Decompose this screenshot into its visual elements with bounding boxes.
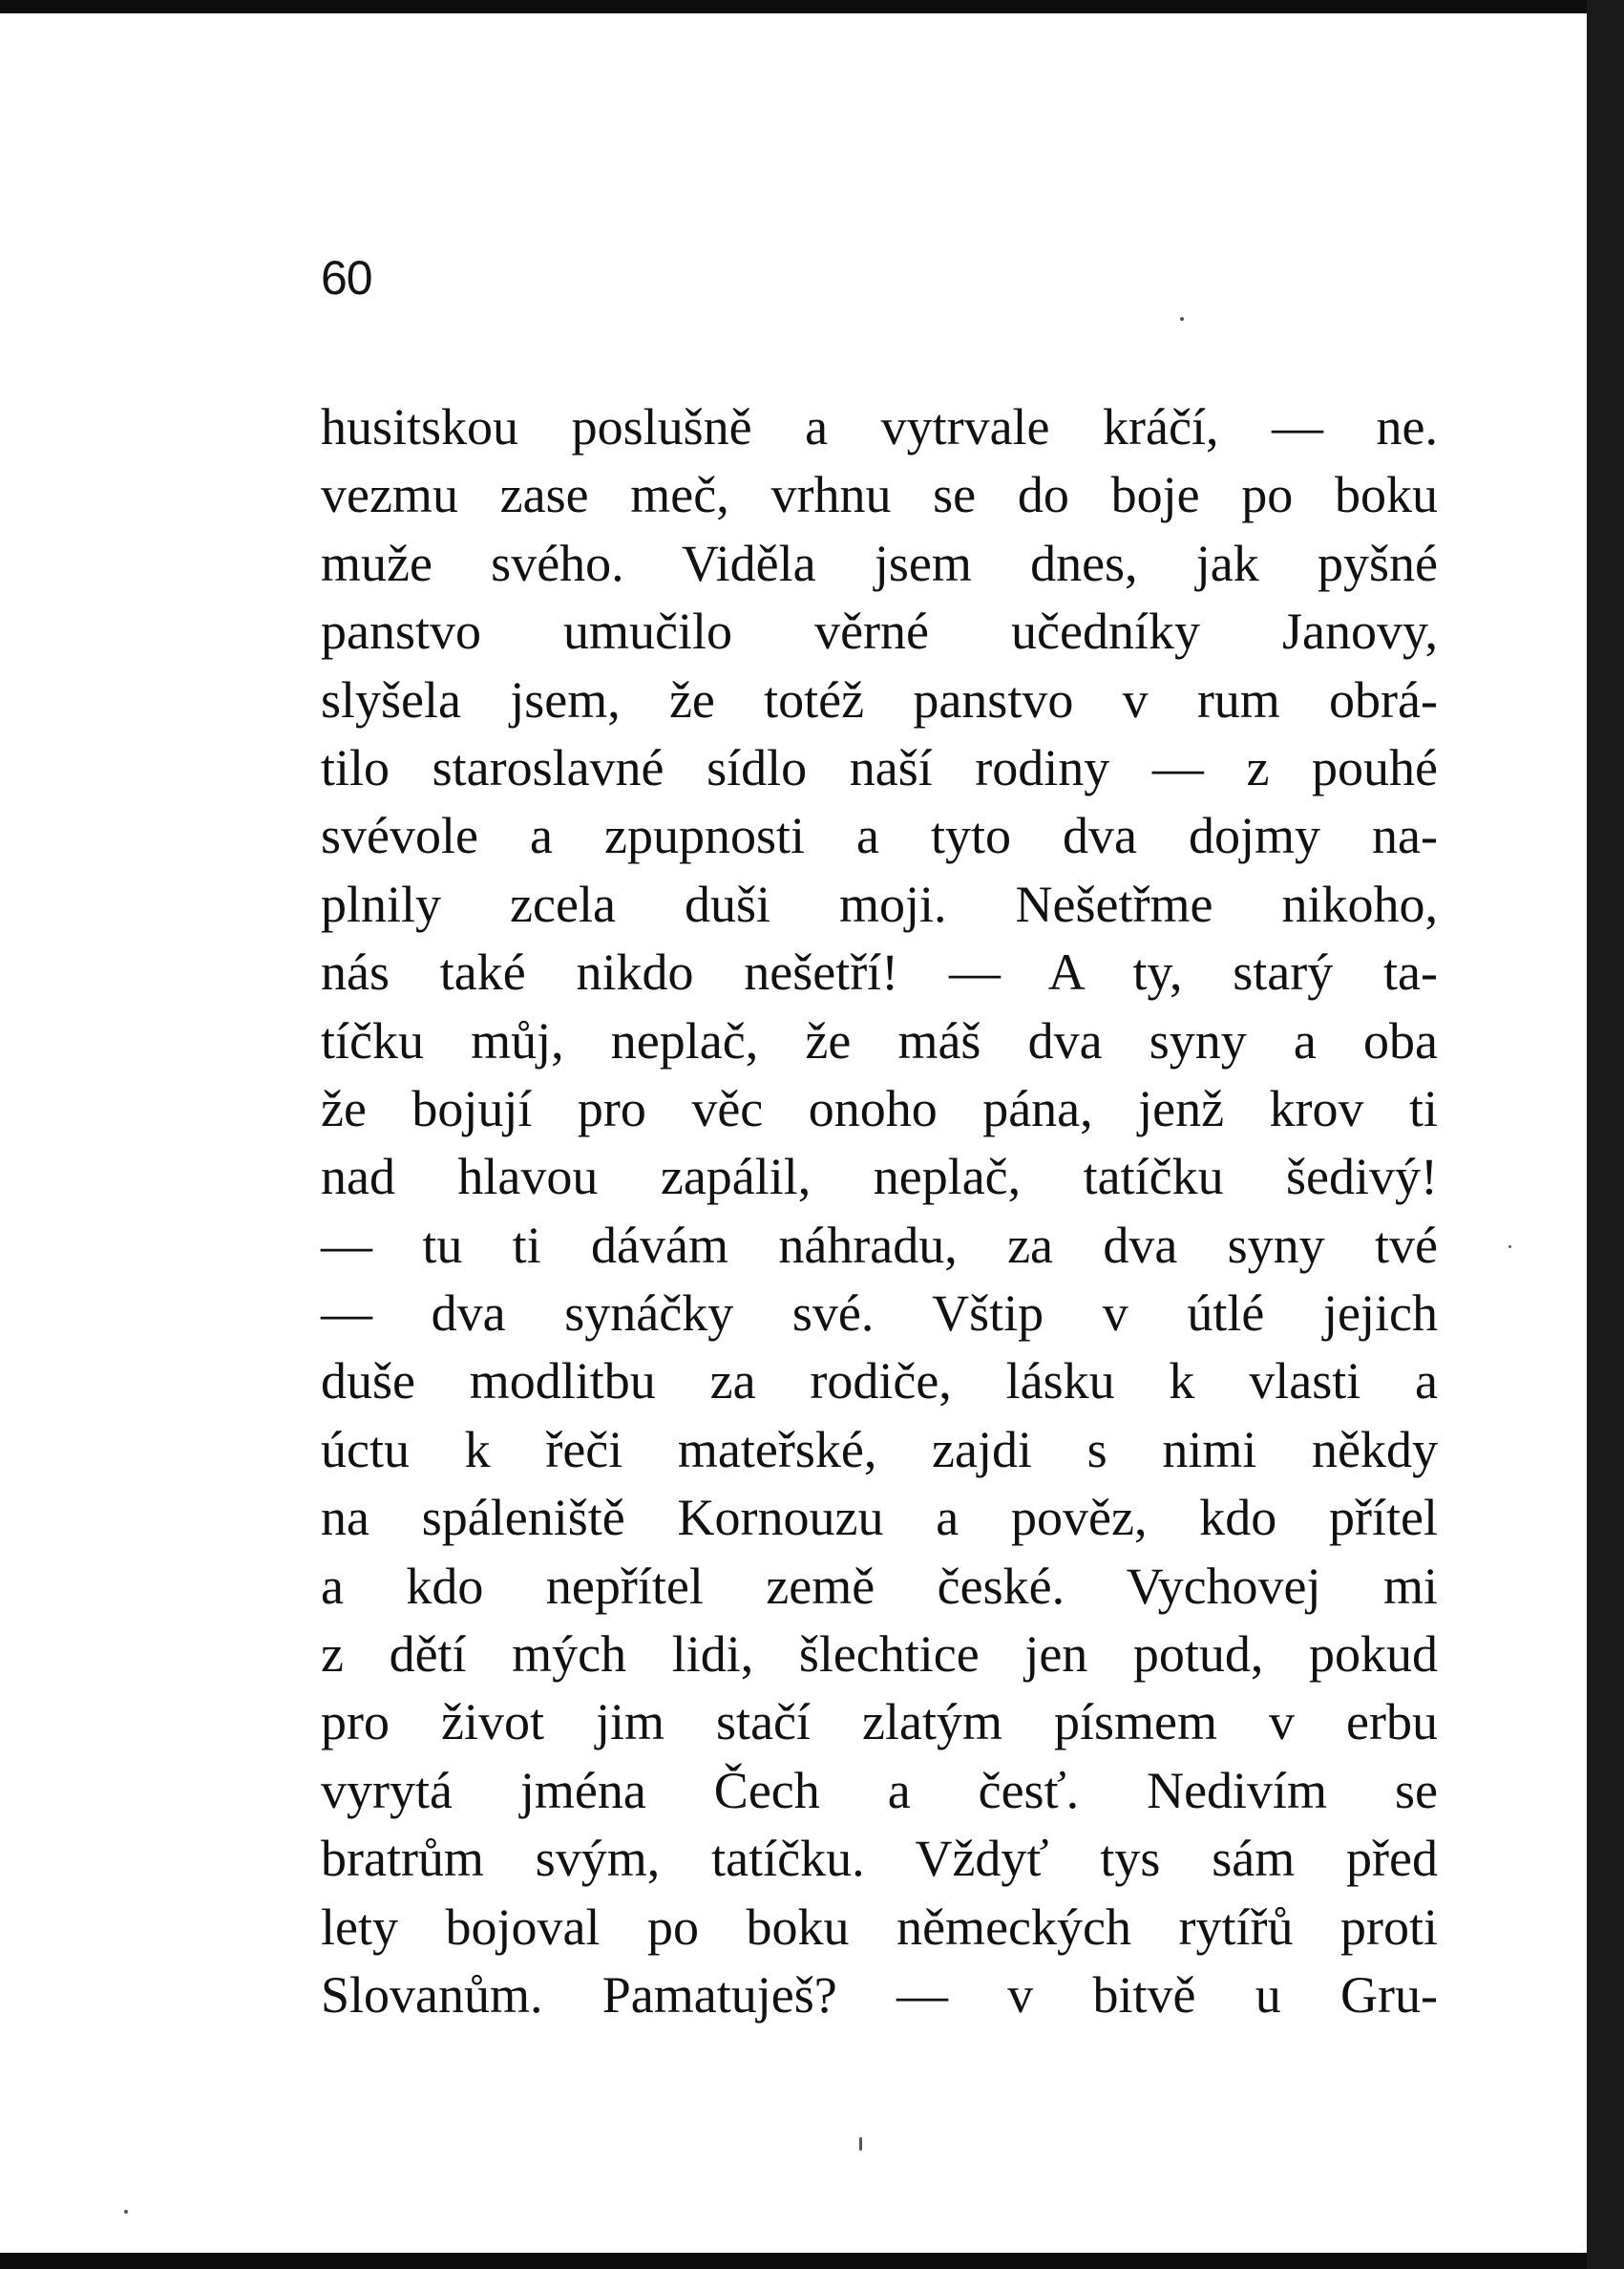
text-line: tíčku můj, neplač, že máš dva syny a oba	[321, 1011, 1438, 1070]
scan-border	[1587, 0, 1624, 2269]
text-line: tilo staroslavné sídlo naší rodiny — z pouhé	[321, 738, 1438, 796]
page-number: 60	[321, 251, 372, 305]
text-line: bratrům svým, tatíčku. Vždyť tys sám před	[321, 1830, 1438, 1888]
text-line: muže svého. Viděla jsem dnes, jak pyšné	[321, 534, 1438, 592]
text-line: plnily zcela duši moji. Nešetřme nikoho,	[321, 875, 1438, 933]
text-line: duše modlitbu za rodiče, lásku k vlasti a	[321, 1352, 1438, 1410]
scan-speck	[1180, 317, 1184, 321]
text-line: Slovanům. Pamatuješ? — v bitvě u Gru-	[321, 1965, 1438, 2024]
text-line: pro život jim stačí zlatým písmem v erbu	[321, 1693, 1438, 1751]
text-line: lety bojoval po boku německých rytířů proti	[321, 1898, 1438, 1956]
text-line: úctu k řeči mateřské, zajdi s nimi někdy	[321, 1420, 1438, 1478]
scan-speck	[1508, 1245, 1511, 1248]
book-page	[0, 13, 1587, 2253]
text-line: vyrytá jména Čech a česť. Nedivím se	[321, 1761, 1438, 1819]
scan-speck	[124, 2210, 128, 2214]
text-line: panstvo umučilo věrné učedníky Janovy,	[321, 603, 1438, 661]
text-line: — tu ti dávám náhradu, za dva syny tvé	[321, 1216, 1438, 1274]
text-line: na spáleniště Kornouzu a pověz, kdo přítel	[321, 1489, 1438, 1547]
text-line: z dětí mých lidi, šlechtice jen potud, pokud	[321, 1625, 1438, 1684]
text-line: vezmu zase meč, vrhnu se do boje po boku	[321, 466, 1438, 524]
body-text	[321, 393, 1438, 2029]
text-line: nad hlavou zapálil, neplač, tatíčku šedivý!	[321, 1148, 1438, 1206]
text-line: slyšela jsem, že totéž panstvo v rum obrá-	[321, 670, 1438, 729]
text-line: a kdo nepřítel země české. Vychovej mi	[321, 1557, 1438, 1615]
text-line: svévole a zpupnosti a tyto dva dojmy na-	[321, 807, 1438, 865]
scan-speck	[859, 2137, 862, 2151]
text-line: husitskou poslušně a vytrvale kráčí, — ne.	[321, 398, 1438, 456]
text-line: že bojují pro věc onoho pána, jenž krov ti	[321, 1079, 1438, 1137]
text-line: nás také nikdo nešetří! — A ty, starý ta-	[321, 944, 1438, 1002]
text-line: — dva synáčky své. Vštip v útlé jejich	[321, 1284, 1438, 1343]
